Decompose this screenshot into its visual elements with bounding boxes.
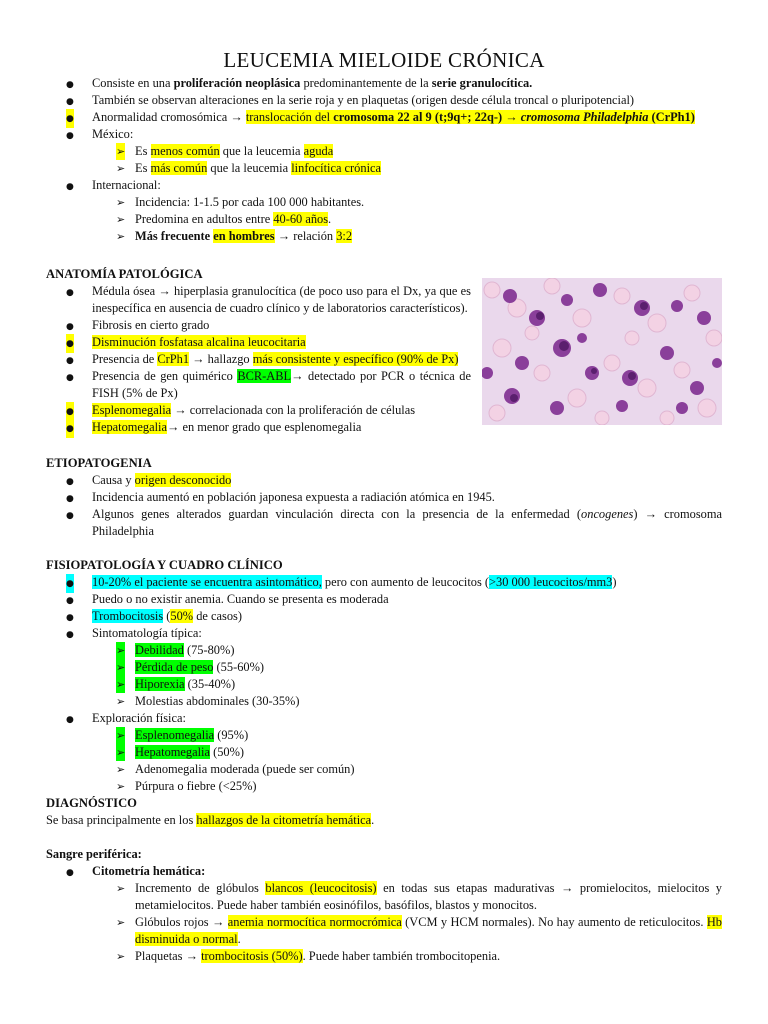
micrograph-image bbox=[482, 278, 722, 425]
list-item: ➢ Más frecuente en hombres → relación 3:2 bbox=[46, 228, 722, 245]
list-item: ● Causa y origen desconocido bbox=[46, 472, 722, 489]
section-heading-anatomia: ANATOMÍA PATOLÓGICA bbox=[46, 267, 203, 281]
sangre-periferica-heading: Sangre periférica: bbox=[46, 847, 142, 861]
diagnostico-list bbox=[46, 863, 722, 965]
list-item: ● Exploración física: bbox=[46, 710, 722, 727]
list-item: ● Disminución fosfatasa alcalina leucocitaria bbox=[46, 334, 471, 351]
arrow-bullet-icon bbox=[116, 914, 125, 931]
page-title: LEUCEMIA MIELOIDE CRÓNICA bbox=[223, 48, 545, 72]
arrow-bullet-icon bbox=[116, 211, 125, 228]
list-item: ➢ Incremento de glóbulos blancos (leucocitosis) en todas sus etapas madurativas → promielocitos, mielocitos y metamielocitos. Puede haber también eosinófilos, basófilos, blastos y monocitos. bbox=[46, 880, 722, 914]
list-item: ● Incidencia aumentó en población japonesa expuesta a radiación atómica en 1945. bbox=[46, 489, 722, 506]
list-item: ● Anormalidad cromosómica → translocación del cromosoma 22 al 9 (t;9q+; 22q-) → cromosoma Philadelphia (CrPh1) bbox=[46, 109, 722, 126]
list-item: ➢ Pérdida de peso (55-60%) bbox=[46, 659, 722, 676]
list-item: ➢ Glóbulos rojos → anemia normocítica normocrómica (VCM y HCM normales). No hay aumento de reticulocitos. Hb disminuida o normal. bbox=[46, 914, 722, 948]
list-item: ● Esplenomegalia → correlacionada con la proliferación de células bbox=[46, 402, 471, 419]
arrow-bullet-icon bbox=[116, 194, 125, 211]
list-item: ● Sintomatología típica: bbox=[46, 625, 722, 642]
bullet-icon bbox=[66, 368, 74, 387]
section-heading-fisiopatologia: FISIOPATOLOGÍA Y CUADRO CLÍNICO bbox=[46, 558, 283, 572]
etiopatogenia-list bbox=[46, 472, 722, 540]
list-item: ● Puedo o no existir anemia. Cuando se presenta es moderada bbox=[46, 591, 722, 608]
arrow-bullet-icon bbox=[116, 642, 125, 659]
list-item: ➢ Púrpura o fiebre (<25%) bbox=[46, 778, 722, 795]
list-item: ➢ Adenomegalia moderada (puede ser común) bbox=[46, 761, 722, 778]
list-item: ● Presencia de CrPh1 → hallazgo más consistente y específico (90% de Px) bbox=[46, 351, 471, 368]
list-item: ● Citometría hemática: bbox=[46, 863, 722, 880]
fisiopatologia-list bbox=[46, 574, 722, 795]
list-item: ➢ Plaquetas → trombocitosis (50%). Puede haber también trombocitopenia. bbox=[46, 948, 722, 965]
arrow-bullet-icon bbox=[116, 880, 125, 897]
anatomia-list bbox=[46, 283, 471, 436]
list-item: ● Médula ósea → hiperplasia granulocítica (de poco uso para el Dx, ya que es inespecífica en ausencia de cuadro clínico y de laboratorios característicos). bbox=[46, 283, 471, 317]
diagnostico-paragraph: Se basa principalmente en los hallazgos de la citometría hemática. bbox=[46, 813, 375, 827]
arrow-bullet-icon bbox=[116, 693, 125, 710]
list-item: ● Internacional: bbox=[46, 177, 722, 194]
list-item: ● Presencia de gen quimérico BCR-ABL→ detectado por PCR o técnica de FISH (5% de Px) bbox=[46, 368, 471, 402]
arrow-bullet-icon bbox=[116, 727, 125, 744]
blood-smear-micrograph bbox=[482, 278, 722, 425]
list-item: ➢ Molestias abdominales (30-35%) bbox=[46, 693, 722, 710]
list-item: ➢ Esplenomegalia (95%) bbox=[46, 727, 722, 744]
arrow-bullet-icon bbox=[116, 778, 125, 795]
list-item: ● 10-20% el paciente se encuentra asintomático, pero con aumento de leucocitos (>30 000 leucocitos/mm3) bbox=[46, 574, 722, 591]
list-item: ● También se observan alteraciones en la serie roja y en plaquetas (origen desde célula troncal o pluripotencial) bbox=[46, 92, 722, 109]
bullet-icon bbox=[66, 419, 74, 438]
list-item: ● Fibrosis en cierto grado bbox=[46, 317, 471, 334]
arrow-bullet-icon bbox=[116, 659, 125, 676]
list-item: ● México: bbox=[46, 126, 722, 143]
arrow-bullet-icon bbox=[116, 160, 125, 177]
list-item: ● Algunos genes alterados guardan vinculación directa con la presencia de la enfermedad (oncogenes) → cromosoma Philadelphia bbox=[46, 506, 722, 540]
intro-list bbox=[46, 75, 722, 245]
list-item: ➢ Hiporexia (35-40%) bbox=[46, 676, 722, 693]
bullet-icon bbox=[66, 506, 74, 525]
arrow-bullet-icon bbox=[116, 948, 125, 965]
bullet-icon bbox=[66, 283, 74, 302]
list-item: ➢ Predomina en adultos entre 40-60 años. bbox=[46, 211, 722, 228]
arrow-bullet-icon bbox=[116, 143, 125, 160]
section-heading-diagnostico: DIAGNÓSTICO bbox=[46, 796, 137, 810]
arrow-bullet-icon bbox=[116, 676, 125, 693]
arrow-bullet-icon bbox=[116, 744, 125, 761]
list-item: ● Consiste en una proliferación neoplásica predominantemente de la serie granulocítica. bbox=[46, 75, 722, 92]
list-item: ➢ Es menos común que la leucemia aguda bbox=[46, 143, 722, 160]
list-item: ● Hepatomegalia→ en menor grado que esplenomegalia bbox=[46, 419, 471, 436]
arrow-bullet-icon bbox=[116, 761, 125, 778]
list-item: ➢ Debilidad (75-80%) bbox=[46, 642, 722, 659]
list-item: ➢ Es más común que la leucemia linfocítica crónica bbox=[46, 160, 722, 177]
list-item: ➢ Incidencia: 1-1.5 por cada 100 000 habitantes. bbox=[46, 194, 722, 211]
arrow-bullet-icon bbox=[116, 228, 125, 245]
list-item: ➢ Hepatomegalia (50%) bbox=[46, 744, 722, 761]
section-heading-etiopatogenia: ETIOPATOGENIA bbox=[46, 456, 152, 470]
list-item: ● Trombocitosis (50% de casos) bbox=[46, 608, 722, 625]
